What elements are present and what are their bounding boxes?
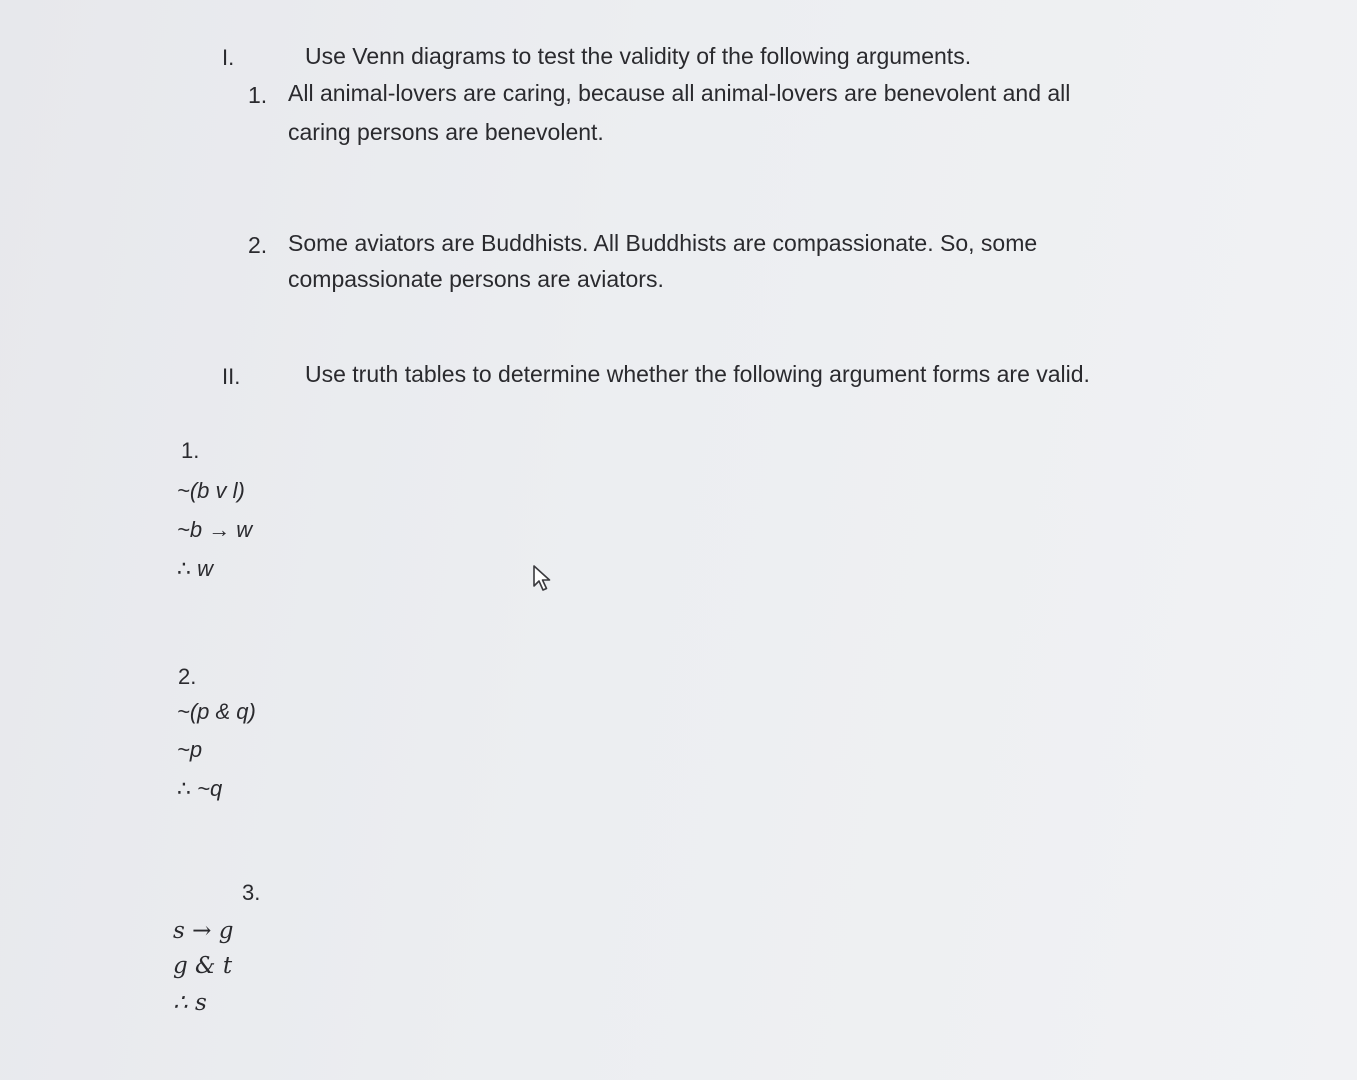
section-two-heading: Use truth tables to determine whether the following argument forms are valid. xyxy=(305,361,1090,387)
argument-three-conclusion: ∴ s xyxy=(173,990,207,1016)
item-two-line-1: Some aviators are Buddhists. All Buddhists are compassionate. So, some xyxy=(288,230,1038,256)
item-one-number: 1. xyxy=(248,82,268,108)
argument-one-number: 1. xyxy=(181,438,200,463)
mouse-pointer-icon xyxy=(532,564,554,592)
argument-two-premise-1: ~(p & q) xyxy=(177,699,256,724)
argument-two-conclusion: ∴ ~q xyxy=(177,776,223,801)
item-two-line-2: compassionate persons are aviators. xyxy=(288,266,664,292)
item-one-line-1: All animal-lovers are caring, because all animal-lovers are benevolent and all xyxy=(288,80,1071,106)
item-two-number: 2. xyxy=(248,232,268,258)
argument-two-number: 2. xyxy=(178,664,197,689)
argument-three-number: 3. xyxy=(242,880,261,905)
section-one-numeral: I. xyxy=(222,45,235,70)
argument-two-premise-2: ~p xyxy=(177,737,203,762)
argument-one-premise-2: ~b → w xyxy=(177,517,253,542)
section-one-heading: Use Venn diagrams to test the validity of the following arguments. xyxy=(305,43,972,69)
item-one-line-2: caring persons are benevolent. xyxy=(288,119,604,145)
section-two-numeral: II. xyxy=(222,364,241,389)
argument-one-premise-1: ~(b v l) xyxy=(177,478,245,503)
argument-one-conclusion: ∴ w xyxy=(177,556,213,581)
argument-three-premise-1: s → g xyxy=(173,918,234,944)
argument-three-premise-2: g & t xyxy=(173,953,233,979)
